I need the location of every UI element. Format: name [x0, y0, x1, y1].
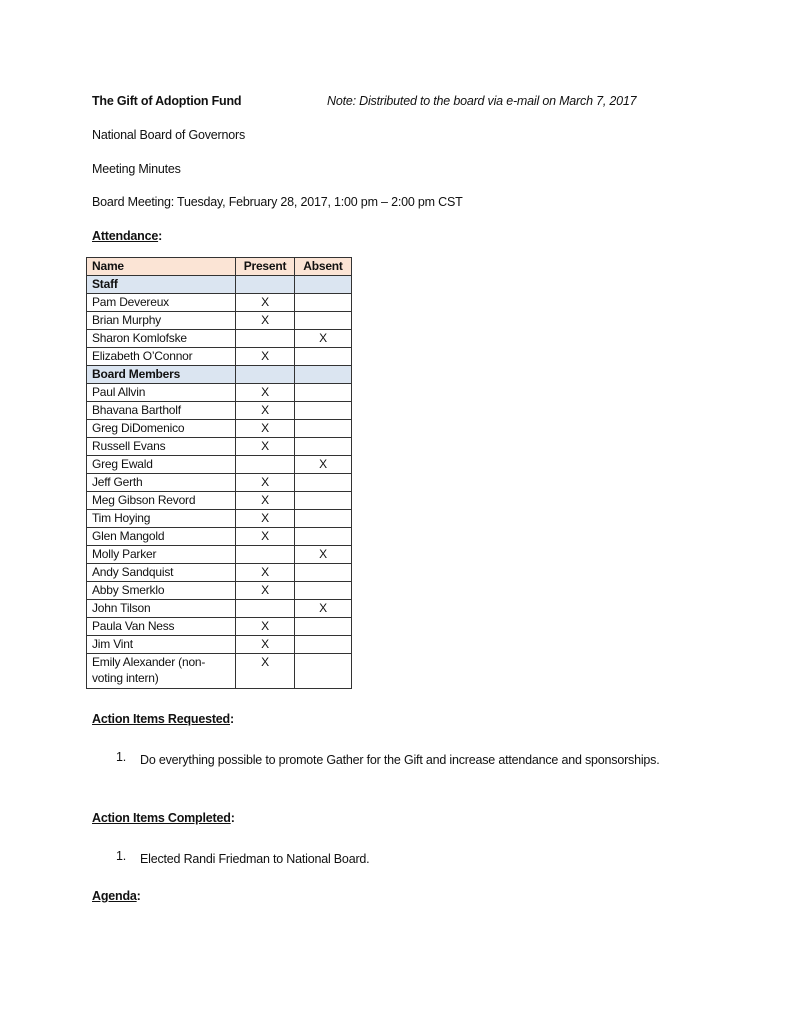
table-row [87, 618, 352, 636]
absent-mark: X [295, 600, 352, 618]
absent-mark [295, 636, 352, 654]
absent-mark [295, 420, 352, 438]
attendance-table [86, 257, 352, 689]
table-row [87, 564, 352, 582]
present-mark: X [236, 384, 295, 402]
attendee-name: Jim Vint [87, 636, 236, 654]
absent-mark [295, 582, 352, 600]
present-mark: X [236, 294, 295, 312]
table-row [87, 492, 352, 510]
absent-mark [295, 348, 352, 366]
present-mark [236, 546, 295, 564]
present-mark: X [236, 618, 295, 636]
colon: : [136, 889, 141, 903]
attendee-name: Glen Mangold [87, 528, 236, 546]
present-mark: X [236, 402, 295, 420]
column-header-name: Name [87, 258, 236, 276]
present-mark: X [236, 564, 295, 582]
absent-mark [295, 384, 352, 402]
empty-cell [295, 276, 352, 294]
present-mark [236, 330, 295, 348]
empty-cell [295, 366, 352, 384]
absent-mark [295, 312, 352, 330]
absent-mark [295, 492, 352, 510]
absent-mark [295, 528, 352, 546]
attendee-name: Andy Sandquist [87, 564, 236, 582]
agenda-heading [92, 889, 141, 903]
table-row [87, 546, 352, 564]
table-row [87, 528, 352, 546]
agenda-heading-text: Agenda [92, 889, 137, 903]
absent-mark [295, 402, 352, 420]
action-items-requested-heading [92, 712, 234, 726]
present-mark: X [236, 348, 295, 366]
present-mark: X [236, 582, 295, 600]
column-header-present: Present [236, 258, 295, 276]
absent-mark [295, 438, 352, 456]
present-mark: X [236, 510, 295, 528]
attendee-name: Pam Devereux [87, 294, 236, 312]
absent-mark [295, 654, 352, 689]
absent-mark: X [295, 456, 352, 474]
table-row [87, 294, 352, 312]
table-row [87, 600, 352, 618]
present-mark: X [236, 420, 295, 438]
attendance-heading-text: Attendance [92, 229, 159, 243]
table-row [87, 384, 352, 402]
colon: : [230, 811, 235, 825]
document-type: Meeting Minutes [92, 162, 181, 176]
attendee-name: Sharon Komlofske [87, 330, 236, 348]
empty-cell [236, 276, 295, 294]
attendee-name: Russell Evans [87, 438, 236, 456]
group-header-row [87, 276, 352, 294]
colon: : [158, 229, 163, 243]
action-items-completed-heading-text: Action Items Completed [92, 811, 231, 825]
attendee-name: Paul Allvin [87, 384, 236, 402]
attendee-name: Greg DiDomenico [87, 420, 236, 438]
absent-mark [295, 618, 352, 636]
present-mark [236, 456, 295, 474]
empty-cell [236, 366, 295, 384]
attendee-name: Meg Gibson Revord [87, 492, 236, 510]
present-mark: X [236, 312, 295, 330]
action-items-requested-heading-text: Action Items Requested [92, 712, 230, 726]
attendee-name: Paula Van Ness [87, 618, 236, 636]
attendee-name: Bhavana Bartholf [87, 402, 236, 420]
table-row [87, 456, 352, 474]
attendee-name: Elizabeth O’Connor [87, 348, 236, 366]
table-row [87, 420, 352, 438]
table-header-row [87, 258, 352, 276]
absent-mark: X [295, 330, 352, 348]
attendee-name: Molly Parker [87, 546, 236, 564]
table-row [87, 582, 352, 600]
list-number: 1. [116, 750, 127, 764]
list-text: Do everything possible to promote Gather for the Gift and increase attendance and sponsorships. [140, 753, 660, 767]
absent-mark: X [295, 546, 352, 564]
present-mark: X [236, 438, 295, 456]
board-name: National Board of Governors [92, 128, 246, 142]
action-items-completed-heading [92, 811, 235, 825]
table-row [87, 474, 352, 492]
table-row [87, 348, 352, 366]
present-mark: X [236, 492, 295, 510]
column-header-absent: Absent [295, 258, 352, 276]
present-mark: X [236, 654, 295, 689]
table-row [87, 654, 352, 689]
group-label: Board Members [87, 366, 236, 384]
absent-mark [295, 564, 352, 582]
table-row [87, 402, 352, 420]
present-mark: X [236, 474, 295, 492]
table-row [87, 312, 352, 330]
absent-mark [295, 474, 352, 492]
group-header-row [87, 366, 352, 384]
present-mark [236, 600, 295, 618]
attendee-name: Brian Murphy [87, 312, 236, 330]
absent-mark [295, 294, 352, 312]
list-text: Elected Randi Friedman to National Board. [140, 852, 370, 866]
org-name: The Gift of Adoption Fund [92, 94, 242, 108]
table-row [87, 636, 352, 654]
table-row [87, 330, 352, 348]
attendee-name: Abby Smerklo [87, 582, 236, 600]
table-row [87, 510, 352, 528]
attendee-name: Emily Alexander (non-voting intern) [87, 654, 236, 689]
attendee-name: Tim Hoying [87, 510, 236, 528]
group-label: Staff [87, 276, 236, 294]
table-row [87, 438, 352, 456]
attendee-name: John Tilson [87, 600, 236, 618]
attendee-name: Jeff Gerth [87, 474, 236, 492]
list-number: 1. [116, 849, 127, 863]
present-mark: X [236, 636, 295, 654]
absent-mark [295, 510, 352, 528]
colon: : [230, 712, 234, 726]
meeting-info: Board Meeting: Tuesday, February 28, 2017, 1:00 pm – 2:00 pm CST [92, 195, 463, 209]
distribution-note: Note: Distributed to the board via e-mail on March 7, 2017 [327, 94, 637, 108]
present-mark: X [236, 528, 295, 546]
attendee-name: Greg Ewald [87, 456, 236, 474]
attendance-heading [92, 229, 162, 243]
